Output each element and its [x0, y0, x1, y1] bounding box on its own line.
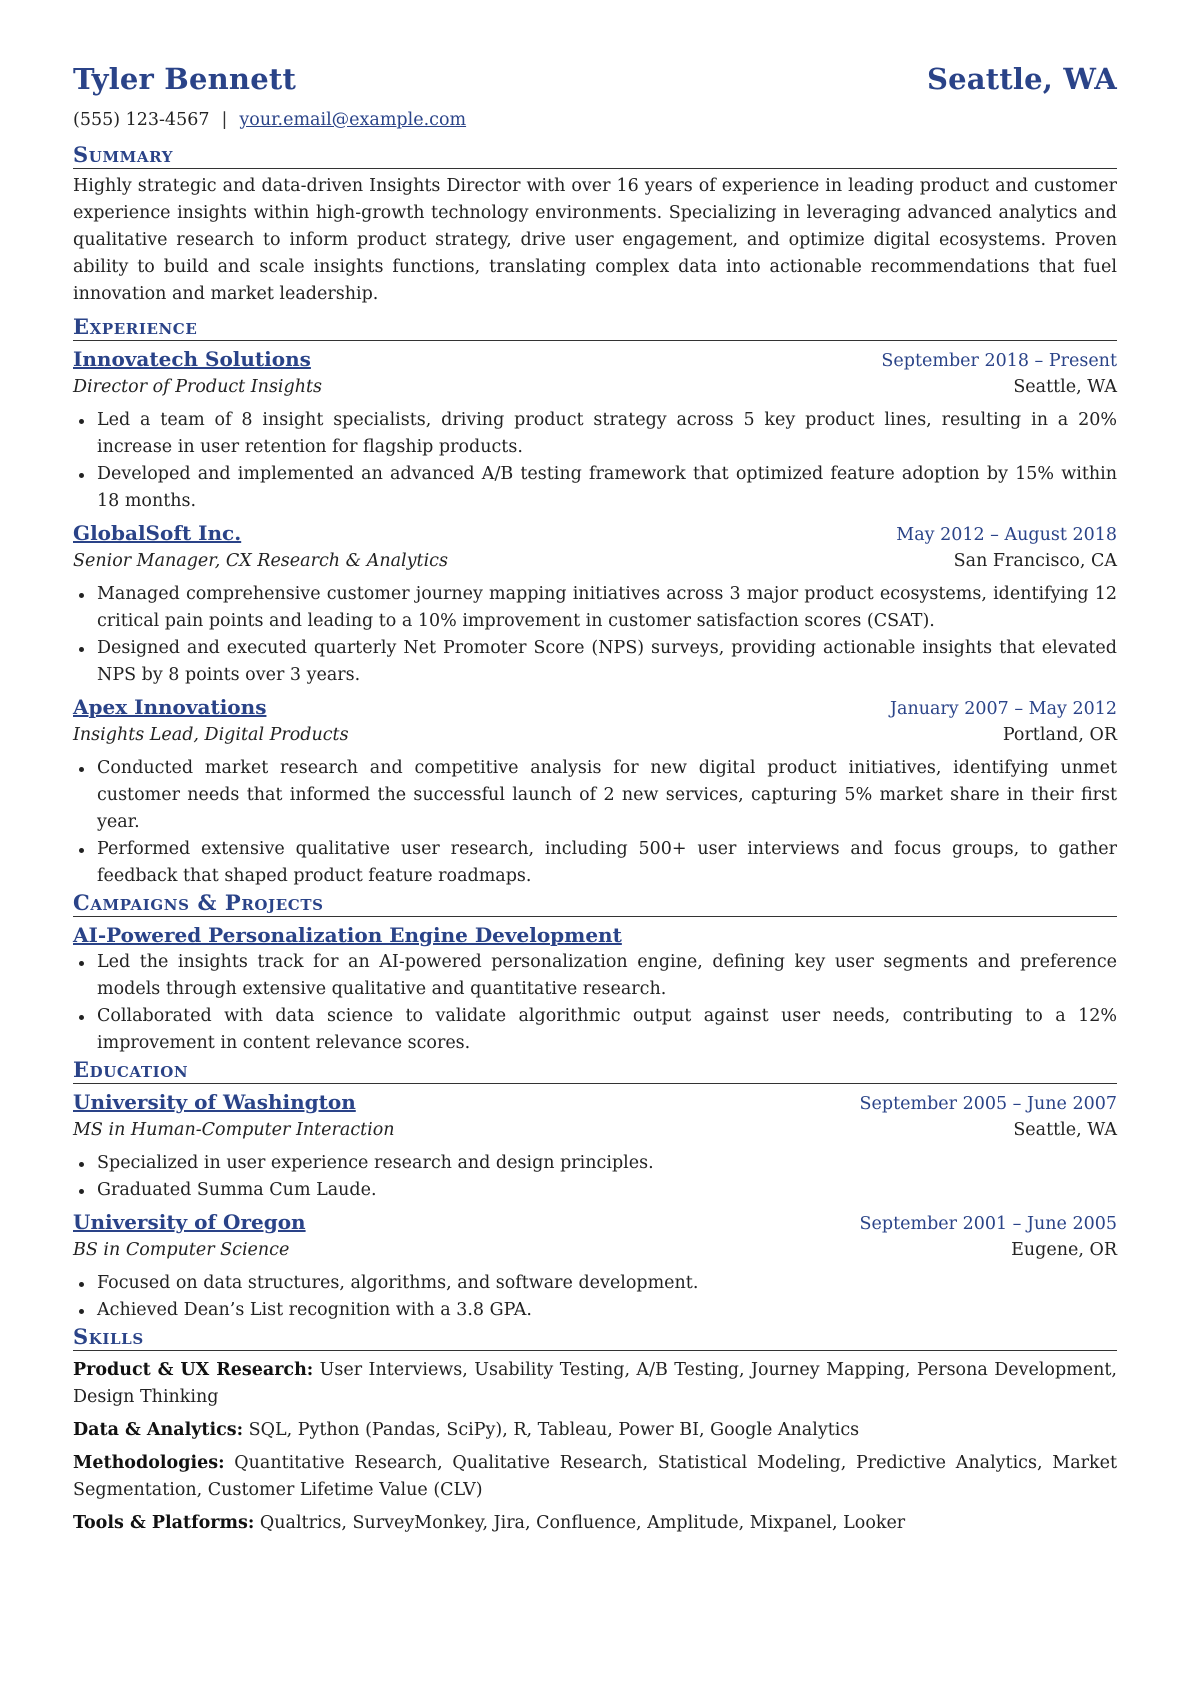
education-detail-item: Specialized in user experience research and design principles. [97, 1150, 1117, 1177]
achievement-item: Conducted market research and competitive analysis for new digital product initiatives, identifying unmet customer needs that informed the successful launch of 2 new services, capturing 5% market share in their first year. [97, 755, 1117, 836]
achievement-item: Designed and executed quarterly Net Promoter Score (NPS) surveys, providing actionable insights that elevated NPS by 8 points over 3 years. [97, 635, 1117, 689]
experience-entry [73, 519, 1117, 689]
job-location: San Francisco, CA [953, 551, 1117, 571]
skill-items: User Interviews, Usability Testing, A/B Testing, Journey Mapping, Persona Development, Design Thinking [73, 1360, 1117, 1407]
school-name[interactable]: University of Oregon [73, 1210, 306, 1234]
skill-row [73, 1510, 1117, 1537]
company-name[interactable]: Innovatech Solutions [73, 347, 311, 371]
skill-items: Quantitative Research, Qualitative Research, Statistical Modeling, Predictive Analytics, Market Segmentation, Customer Lifetime Value (CLV) [73, 1453, 1117, 1500]
school-location: Seattle, WA [1013, 1120, 1117, 1140]
achievement-item: Led a team of 8 insight specialists, driving product strategy across 5 key product lines, resulting in a 20% increase in user retention for flagship products. [97, 407, 1117, 461]
skill-category: Tools & Platforms: [73, 1513, 255, 1533]
contact-line [73, 110, 466, 130]
skill-category: Methodologies: [73, 1453, 225, 1473]
education-detail-item: Focused on data structures, algorithms, and software development. [97, 1270, 1117, 1297]
job-location: Portland, OR [1002, 725, 1117, 745]
education-entry [73, 1088, 1117, 1204]
phone-number: (555) 123-4567 [73, 110, 210, 130]
job-title: Insights Lead, Digital Products [73, 725, 349, 745]
company-name[interactable]: Apex Innovations [73, 695, 267, 719]
education-section [73, 1057, 1117, 1324]
employment-dates: January 2007 – May 2012 [890, 699, 1117, 719]
achievement-list [73, 755, 1117, 890]
achievement-list [73, 581, 1117, 689]
employment-dates: May 2012 – August 2018 [896, 525, 1117, 545]
education-detail-item: Achieved Dean’s List recognition with a 3.8 GPA. [97, 1297, 1117, 1324]
company-name[interactable]: GlobalSoft Inc. [73, 521, 242, 545]
experience-entry [73, 693, 1117, 890]
candidate-name: Tyler Bennett [73, 62, 297, 96]
email-link[interactable]: your.email@example.com [239, 110, 467, 130]
degree: MS in Human-Computer Interaction [73, 1120, 395, 1140]
study-dates: September 2001 – June 2005 [859, 1214, 1117, 1234]
summary-heading: Summary [73, 142, 1117, 169]
projects-heading: Campaigns & Projects [73, 890, 1117, 917]
project-entry [73, 921, 1117, 1057]
job-title: Director of Product Insights [73, 377, 323, 397]
skill-row [73, 1417, 1117, 1444]
skill-category: Product & UX Research: [73, 1360, 314, 1380]
job-location: Seattle, WA [1013, 377, 1117, 397]
school-name[interactable]: University of Washington [73, 1090, 356, 1114]
project-achievement-list [73, 949, 1117, 1057]
school-location: Eugene, OR [1011, 1240, 1117, 1260]
achievement-item: Developed and implemented an advanced A/B testing framework that optimized feature adoption by 15% within 18 months. [97, 461, 1117, 515]
skills-heading: Skills [73, 1324, 1117, 1351]
summary-text: Highly strategic and data-driven Insights Director with over 16 years of experience in leading product and customer experience insights within high-growth technology environments. Specializing in leveraging advanced analytics and qualitative research to inform product strategy, drive user engagement, and optimize digital ecosystems. Proven ability to build and scale insights functions, translating complex data into actionable recommendations that fuel innovation and market leadership. [73, 176, 1117, 304]
resume-header [73, 0, 1117, 142]
contact-separator: | [221, 110, 228, 130]
achievement-item: Managed comprehensive customer journey mapping initiatives across 3 major product ecosystems, identifying 12 critical pain points and leading to a 10% improvement in customer satisfaction scores (CSAT). [97, 581, 1117, 635]
job-title: Senior Manager, CX Research & Analytics [73, 551, 448, 571]
degree: BS in Computer Science [73, 1240, 290, 1260]
experience-entry [73, 345, 1117, 515]
candidate-location: Seattle, WA [926, 62, 1117, 96]
education-entry [73, 1208, 1117, 1324]
skill-items: SQL, Python (Pandas, SciPy), R, Tableau, Power BI, Google Analytics [248, 1420, 860, 1440]
employment-dates: September 2018 – Present [881, 351, 1117, 371]
education-detail-list [73, 1150, 1117, 1204]
achievement-item: Performed extensive qualitative user research, including 500+ user interviews and focus groups, to gather feedback that shaped product feature roadmaps. [97, 836, 1117, 890]
education-detail-list [73, 1270, 1117, 1324]
skill-row [73, 1357, 1117, 1411]
project-name[interactable]: AI-Powered Personalization Engine Development [73, 923, 622, 947]
skills-section [73, 1324, 1117, 1537]
experience-section [73, 314, 1117, 890]
study-dates: September 2005 – June 2007 [859, 1094, 1117, 1114]
achievement-item: Collaborated with data science to validate algorithmic output against user needs, contributing to a 12% improvement in content relevance scores. [97, 1003, 1117, 1057]
achievement-list [73, 407, 1117, 515]
experience-heading: Experience [73, 314, 1117, 341]
skill-items: Qualtrics, SurveyMonkey, Jira, Confluence, Amplitude, Mixpanel, Looker [259, 1513, 906, 1533]
skill-category: Data & Analytics: [73, 1420, 244, 1440]
projects-section [73, 890, 1117, 1057]
education-detail-item: Graduated Summa Cum Laude. [97, 1177, 1117, 1204]
summary-section [73, 142, 1117, 308]
achievement-item: Led the insights track for an AI-powered personalization engine, defining key user segments and preference models through extensive qualitative and quantitative research. [97, 949, 1117, 1003]
education-heading: Education [73, 1057, 1117, 1084]
skill-row [73, 1450, 1117, 1504]
